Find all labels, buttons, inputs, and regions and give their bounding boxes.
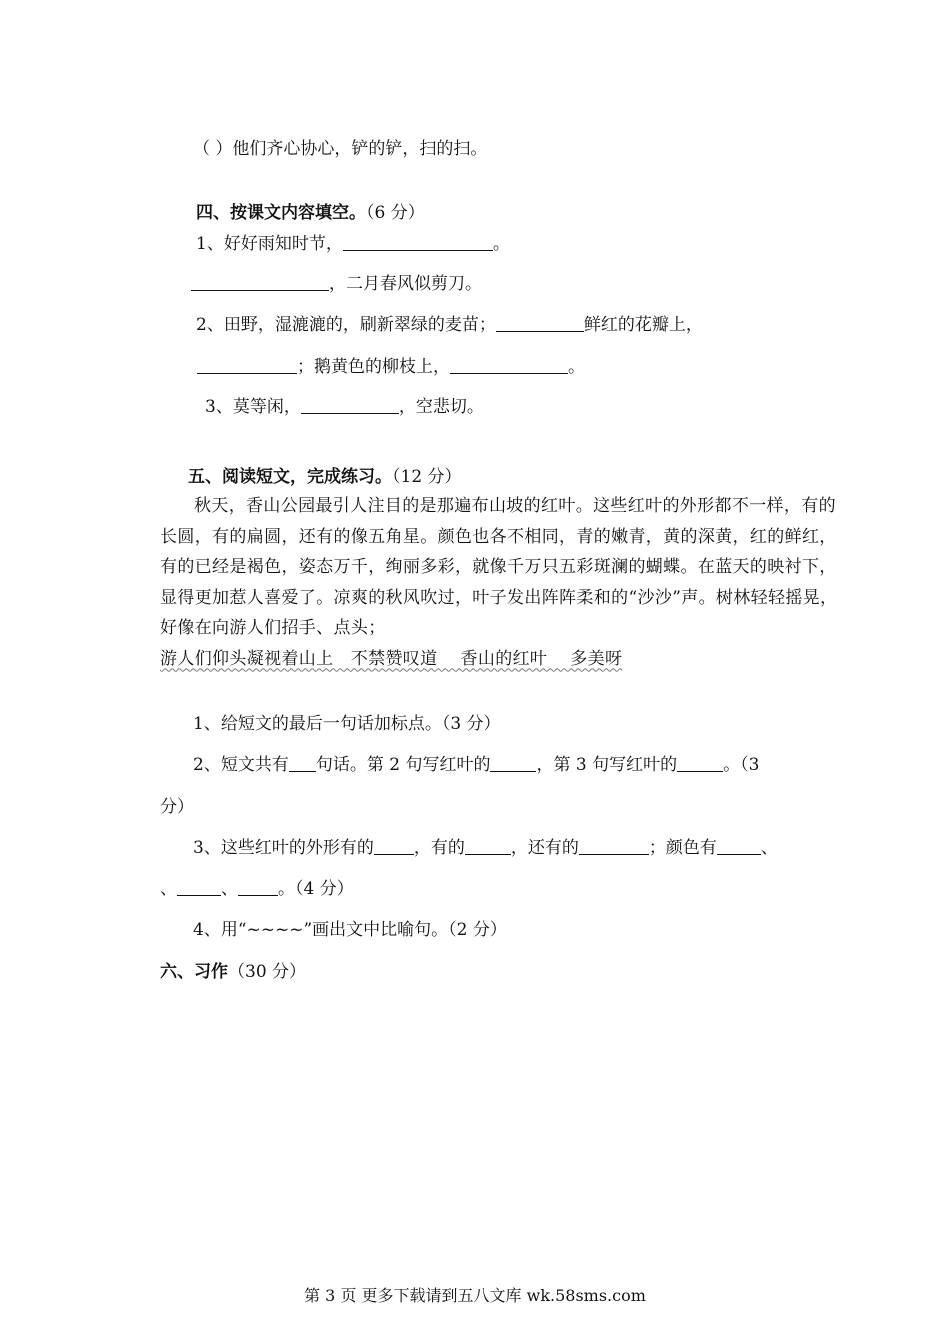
s4-q3-prefix: 3、莫等闲， [205, 397, 301, 417]
s5-q1-text: 1、给短文的最后一句话加标点。（3 分） [193, 714, 501, 734]
s4-q1a-suffix: 。 [492, 234, 510, 254]
answer-blank[interactable] [677, 753, 723, 772]
s4-q2b [197, 355, 585, 379]
page-footer: 第 3 页 更多下载请到五八文库 wk.58sms.com [304, 1286, 646, 1305]
question-line [193, 137, 487, 161]
section6-heading: 六、习作 [160, 962, 228, 982]
answer-blank[interactable] [450, 355, 568, 374]
s5-q4 [193, 918, 507, 942]
s4-q3 [205, 395, 484, 419]
answer-blank[interactable] [579, 836, 649, 855]
s4-q1b-suffix: ，二月春风似剪刀。 [329, 274, 482, 294]
s4-q2a-suffix: 鲜红的花瓣上， [583, 315, 703, 335]
question-text: 他们齐心协心，铲的铲，扫的扫。 [232, 139, 488, 159]
s5-q3-c: ，还有的 [510, 838, 579, 858]
section5-heading: 五、阅读短文，完成练习。 [188, 467, 392, 487]
answer-paren: （ ） [193, 139, 233, 159]
section6-points: （30 分） [228, 962, 307, 982]
section5-points: （12 分） [392, 467, 462, 487]
s4-q3-suffix: ，空悲切。 [398, 397, 484, 417]
answer-blank[interactable] [191, 272, 329, 291]
answer-blank[interactable] [301, 395, 399, 414]
s5-q3-e: 、 [760, 838, 778, 858]
s5-q2 [193, 753, 759, 777]
section4-points: （6 分） [366, 203, 425, 223]
reading-passage [160, 491, 840, 674]
section4-heading: 四、按课文内容填空。 [196, 203, 366, 223]
s5-q3-g: 、 [221, 879, 238, 899]
s4-q1b [191, 272, 482, 296]
section6-heading-line [160, 960, 306, 984]
answer-blank[interactable] [496, 313, 584, 332]
s5-q2-b: 句话。第 2 句写红叶的 [315, 755, 491, 775]
answer-blank[interactable] [289, 753, 316, 772]
s4-q2a [196, 313, 703, 337]
s5-q3-d: ；颜色有 [648, 838, 717, 858]
s5-q2-a: 2、短文共有 [193, 755, 289, 775]
answer-blank[interactable] [374, 836, 414, 855]
answer-blank[interactable] [238, 877, 278, 896]
section5-heading-line [188, 465, 462, 489]
section4-heading-line [196, 201, 425, 225]
s5-q3 [193, 836, 778, 860]
passage-last-sentence: 游人们仰头凝视着山上 不禁赞叹道 香山的红叶 多美呀 [160, 648, 623, 669]
s5-q2-c: ，第 3 句写红叶的 [536, 755, 678, 775]
s4-q2b-suffix: 。 [568, 357, 585, 377]
s5-q1 [193, 712, 501, 736]
s5-q2-e: 分） [160, 797, 194, 817]
s5-q3-f: 、 [160, 879, 177, 899]
answer-blank[interactable] [343, 232, 493, 251]
answer-blank[interactable] [490, 753, 536, 772]
answer-blank[interactable] [197, 355, 297, 374]
answer-blank[interactable] [717, 836, 761, 855]
s5-q3-a: 3、这些红叶的外形有的 [193, 838, 374, 858]
answer-blank[interactable] [465, 836, 511, 855]
s5-q4-text: 4、用“~~~~”画出文中比喻句。（2 分） [193, 920, 507, 940]
passage-main: 秋天，香山公园最引人注目的是那遍布山坡的红叶。这些红叶的外形都不一样，有的长圆，有的扁圆，还有的像五角星。颜色也各不相同，青的嫩青，黄的深黄，红的鲜红，有的已经是褐色，姿态万千，绚丽多彩，就像千万只五彩斑澜的蝴蝶。在蓝天的映衬下，显得更加惹人喜爱了。凉爽的秋风吹过，叶子发出阵阵柔和的“沙沙”声。树林轻轻摇晃，好像在向游人们招手、点头； [160, 496, 838, 638]
s4-q2a-prefix: 2、田野，湿漉漉的，刷新翠绿的麦苗； [196, 315, 496, 335]
s5-q2-wrap [160, 795, 194, 819]
s4-q1a [196, 232, 510, 256]
answer-blank[interactable] [177, 877, 221, 896]
s5-q2-d: 。（3 [723, 755, 760, 775]
s5-q3-h: 。（4 分） [278, 879, 354, 899]
s5-q3-wrap [160, 877, 354, 901]
s4-q2b-mid: ；鹅黄色的柳枝上， [297, 357, 450, 377]
s5-q3-b: ，有的 [413, 838, 465, 858]
s4-q1a-prefix: 1、好好雨知时节， [196, 234, 343, 254]
